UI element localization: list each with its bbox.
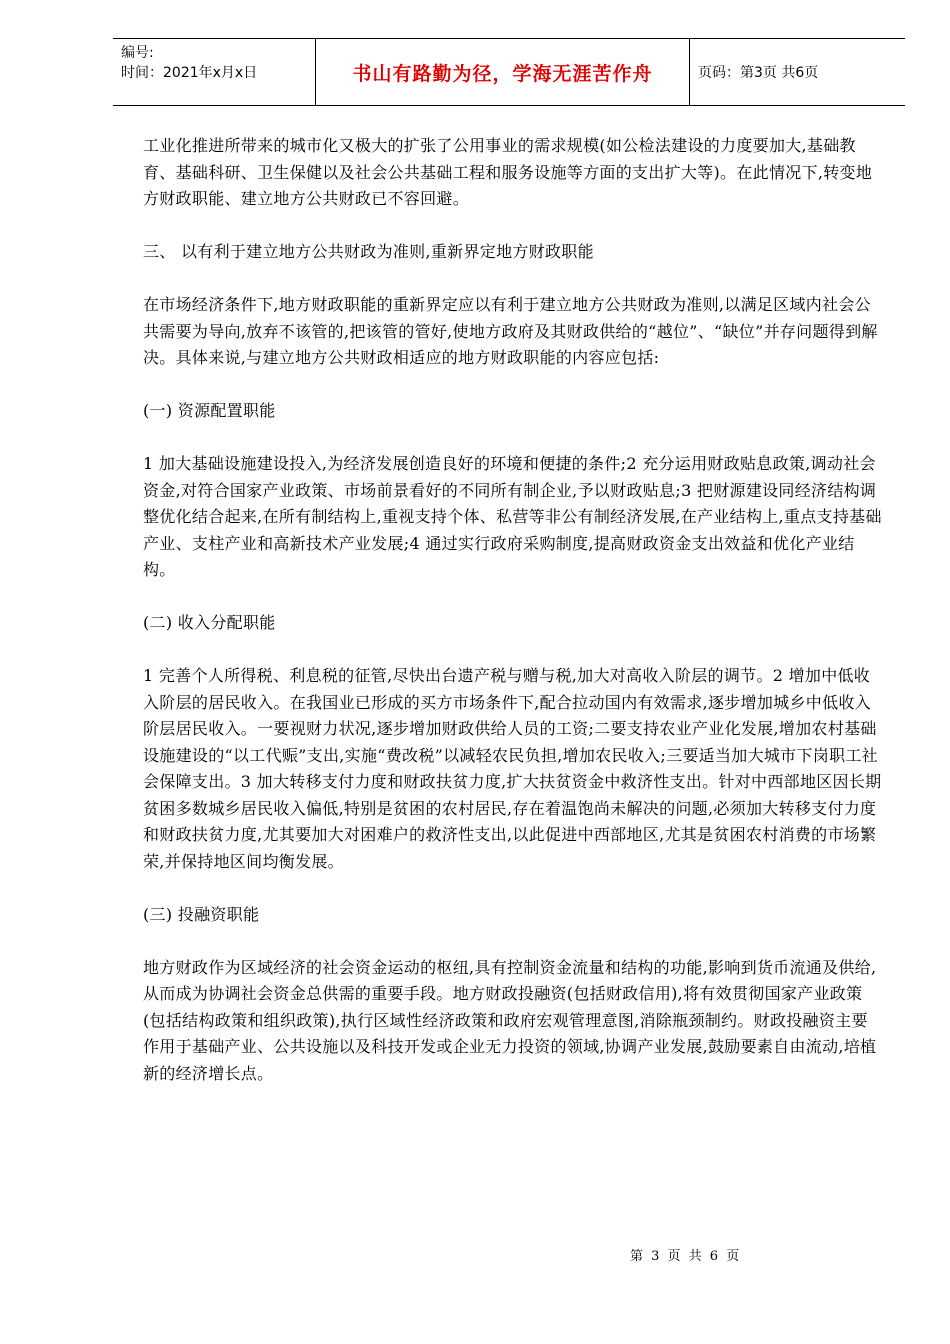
paragraph-market-economy: 在市场经济条件下,地方财政职能的重新界定应以有利于建立地方公共财政为准则,以满足区域内社会公共需要为导向,放弃不该管的,把该管的管好,使地方政府及其财政供给的“越位”、“缺位”并存问题得到解决。具体来说,与建立地方公共财政相适应的地方财政职能的内容应包括:	[143, 295, 878, 367]
subsection-heading-resource: (一) 资源配置职能	[143, 401, 276, 420]
paragraph-investment-financing: 地方财政作为区域经济的社会资金运动的枢纽,具有控制资金流量和结构的功能,影响到货币流通及供给,从而成为协调社会资金总供需的重要手段。地方财政投融资(包括财政信用),将有效贯彻国家产业政策(包括结构政策和组织政策),执行区域性经济政策和政府宏观管理意图,消除瓶颈制约。财政投融资主要作用于基础产业、公共设施以及科技开发或企业无力投资的领域,协调产业发展,鼓励要素自由流动,培植新的经济增长点。	[143, 957, 877, 1083]
header-meta	[113, 39, 316, 105]
section-heading-three: 三、 以有利于建立地方公共财政为准则,重新界定地方财政职能	[143, 242, 594, 261]
paragraph-resource-allocation: 1 加大基础设施建设投入,为经济发展创造良好的环境和便捷的条件;2 充分运用财政贴息政策,调动社会资金,对符合国家产业政策、市场前景看好的不同所有制企业,予以财政贴息;3 把财源建设同经济结构调整优化结合起来,在所有制结构上,重视支持个体、私营等非公有制经济发展,在产业结构上,重点支持基础产业、支柱产业和高新技术产业发展;4 通过实行政府采购制度,提高财政资金支出效益和优化产业结构。	[143, 454, 882, 579]
paragraph-intro: 工业化推进所带来的城市化又极大的扩张了公用事业的需求规模(如公检法建设的力度要加大,基础教育、基础科研、卫生保健以及社会公共基础工程和服务设施等方面的支出扩大等)。在此情况下,转变地方财政职能、建立地方公共财政已不容回避。	[143, 136, 873, 208]
page-header	[113, 38, 905, 106]
document-number-label: 编号:	[121, 45, 154, 61]
paragraph-income-distribution: 1 完善个人所得税、利息税的征管,尽快出台遗产税与赠与税,加大对高收入阶层的调节。2 增加中低收入阶层的居民收入。在我国业已形成的买方市场条件下,配合拉动国内有效需求,逐步增加城乡中低收入阶层居民收入。一要视财力状况,逐步增加财政供给人员的工资;二要支持农业产业化发展,增加农村基础设施建设的“以工代赈”支出,实施“费改税”以减轻农民负担,增加农民收入;三要适当加大城市下岗职工社会保障支出。3 加大转移支付力度和财政扶贫力度,扩大扶贫资金中救济性支出。针对中西部地区因长期贫困多数城乡居民收入偏低,特别是贫困的农村居民,存在着温饱尚未解决的问题,必须加大转移支付力度和财政扶贫力度,尤其要加大对困难户的救济性支出,以此促进中西部地区,尤其是贫困农村消费的市场繁荣,并保持地区间均衡发展。	[143, 666, 882, 871]
subsection-heading-investment: (三) 投融资职能	[143, 904, 260, 924]
subsection-heading-income: (二) 收入分配职能	[143, 613, 276, 632]
header-motto: 书山有路勤为径，学海无涯苦作舟	[316, 39, 690, 105]
document-time-label: 时间：2021年x月x日	[121, 65, 258, 81]
page-footer: 第 3 页 共 6 页	[630, 1249, 742, 1264]
header-page-info: 页码：第3页 共6页	[698, 65, 819, 81]
document-body	[143, 133, 883, 1114]
